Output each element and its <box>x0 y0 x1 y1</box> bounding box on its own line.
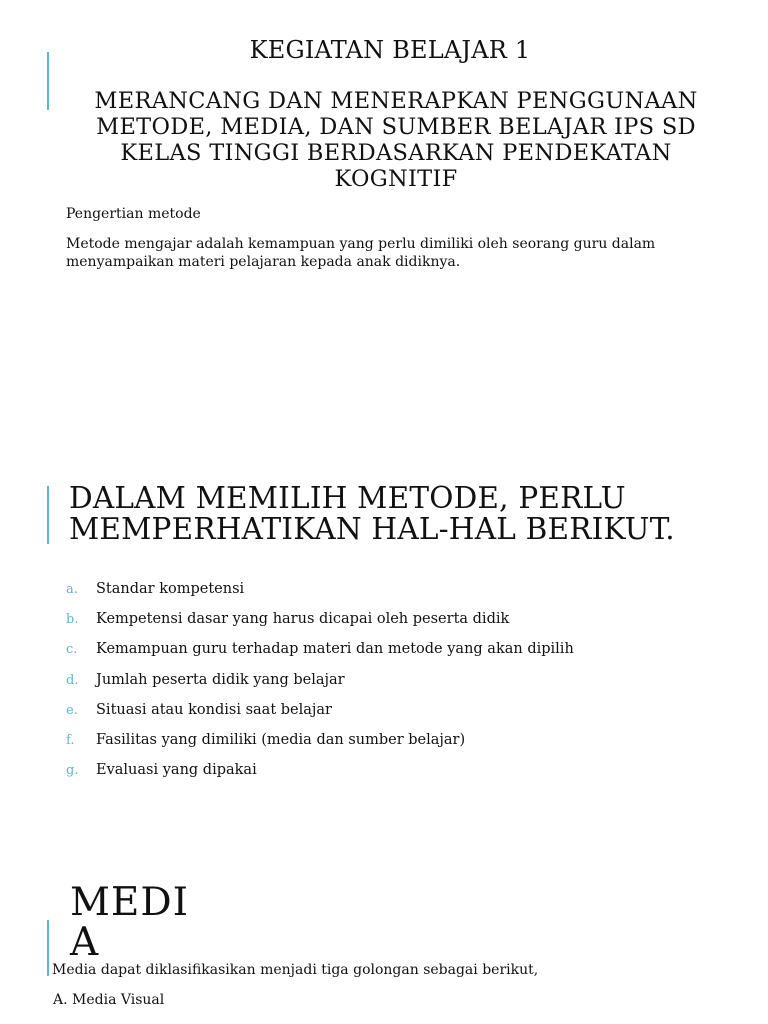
slide2-list <box>66 578 574 789</box>
list-marker: c. <box>66 642 78 658</box>
list-item-text: Evaluasi yang dipakai <box>96 762 257 779</box>
list-item <box>66 729 574 759</box>
list-marker: g. <box>66 763 79 779</box>
list-item-text: Fasilitas yang dimiliki (media dan sumber belajar) <box>96 731 466 748</box>
list-item-text: Jumlah peserta didik yang belajar <box>96 671 345 688</box>
list-item <box>66 759 574 789</box>
slide1-kicker: KEGIATAN BELAJAR 1 <box>249 36 531 64</box>
slide3-item: A. Media Visual <box>53 992 165 1008</box>
list-marker: d. <box>66 672 79 688</box>
list-item <box>66 669 574 699</box>
slide3-accent-bar <box>47 920 49 976</box>
list-item <box>66 578 574 608</box>
list-item <box>66 638 574 668</box>
list-marker: b. <box>66 612 79 628</box>
slide1-accent-bar <box>47 52 49 110</box>
slide3-title: MEDIA <box>70 880 190 965</box>
list-item-text: Standar kompetensi <box>96 581 245 597</box>
slide1-subheading: Pengertian metode <box>66 206 201 222</box>
list-item <box>66 608 574 638</box>
slide2-accent-bar <box>47 486 49 544</box>
list-item-text: Kemampuan guru terhadap materi dan metode yang akan dipilih <box>96 641 574 658</box>
slide2-title: DALAM MEMILIH METODE, PERLU MEMPERHATIKAN HAL-HAL BERIKUT. <box>69 481 675 546</box>
list-marker: e. <box>66 702 78 718</box>
list-marker: a. <box>66 582 78 597</box>
list-item-text: Kempetensi dasar yang harus dicapai oleh peserta didik <box>96 611 510 628</box>
slide1-paragraph: Metode mengajar adalah kemampuan yang perlu dimiliki oleh seorang guru dalam menyampaikan materi pelajaran kepada anak didiknya. <box>66 236 656 270</box>
list-item <box>66 699 574 729</box>
slide1-title: MERANCANG DAN MENERAPKAN PENGGUNAAN METODE, MEDIA, DAN SUMBER BELAJAR IPS SD KELAS TINGGI BERDASARKAN PENDEKATAN KOGNITIF <box>94 88 698 192</box>
slide3-paragraph: Media dapat diklasifikasikan menjadi tiga golongan sebagai berikut, <box>52 962 539 978</box>
list-item-text: Situasi atau kondisi saat belajar <box>96 701 332 718</box>
list-marker: f. <box>66 732 75 748</box>
